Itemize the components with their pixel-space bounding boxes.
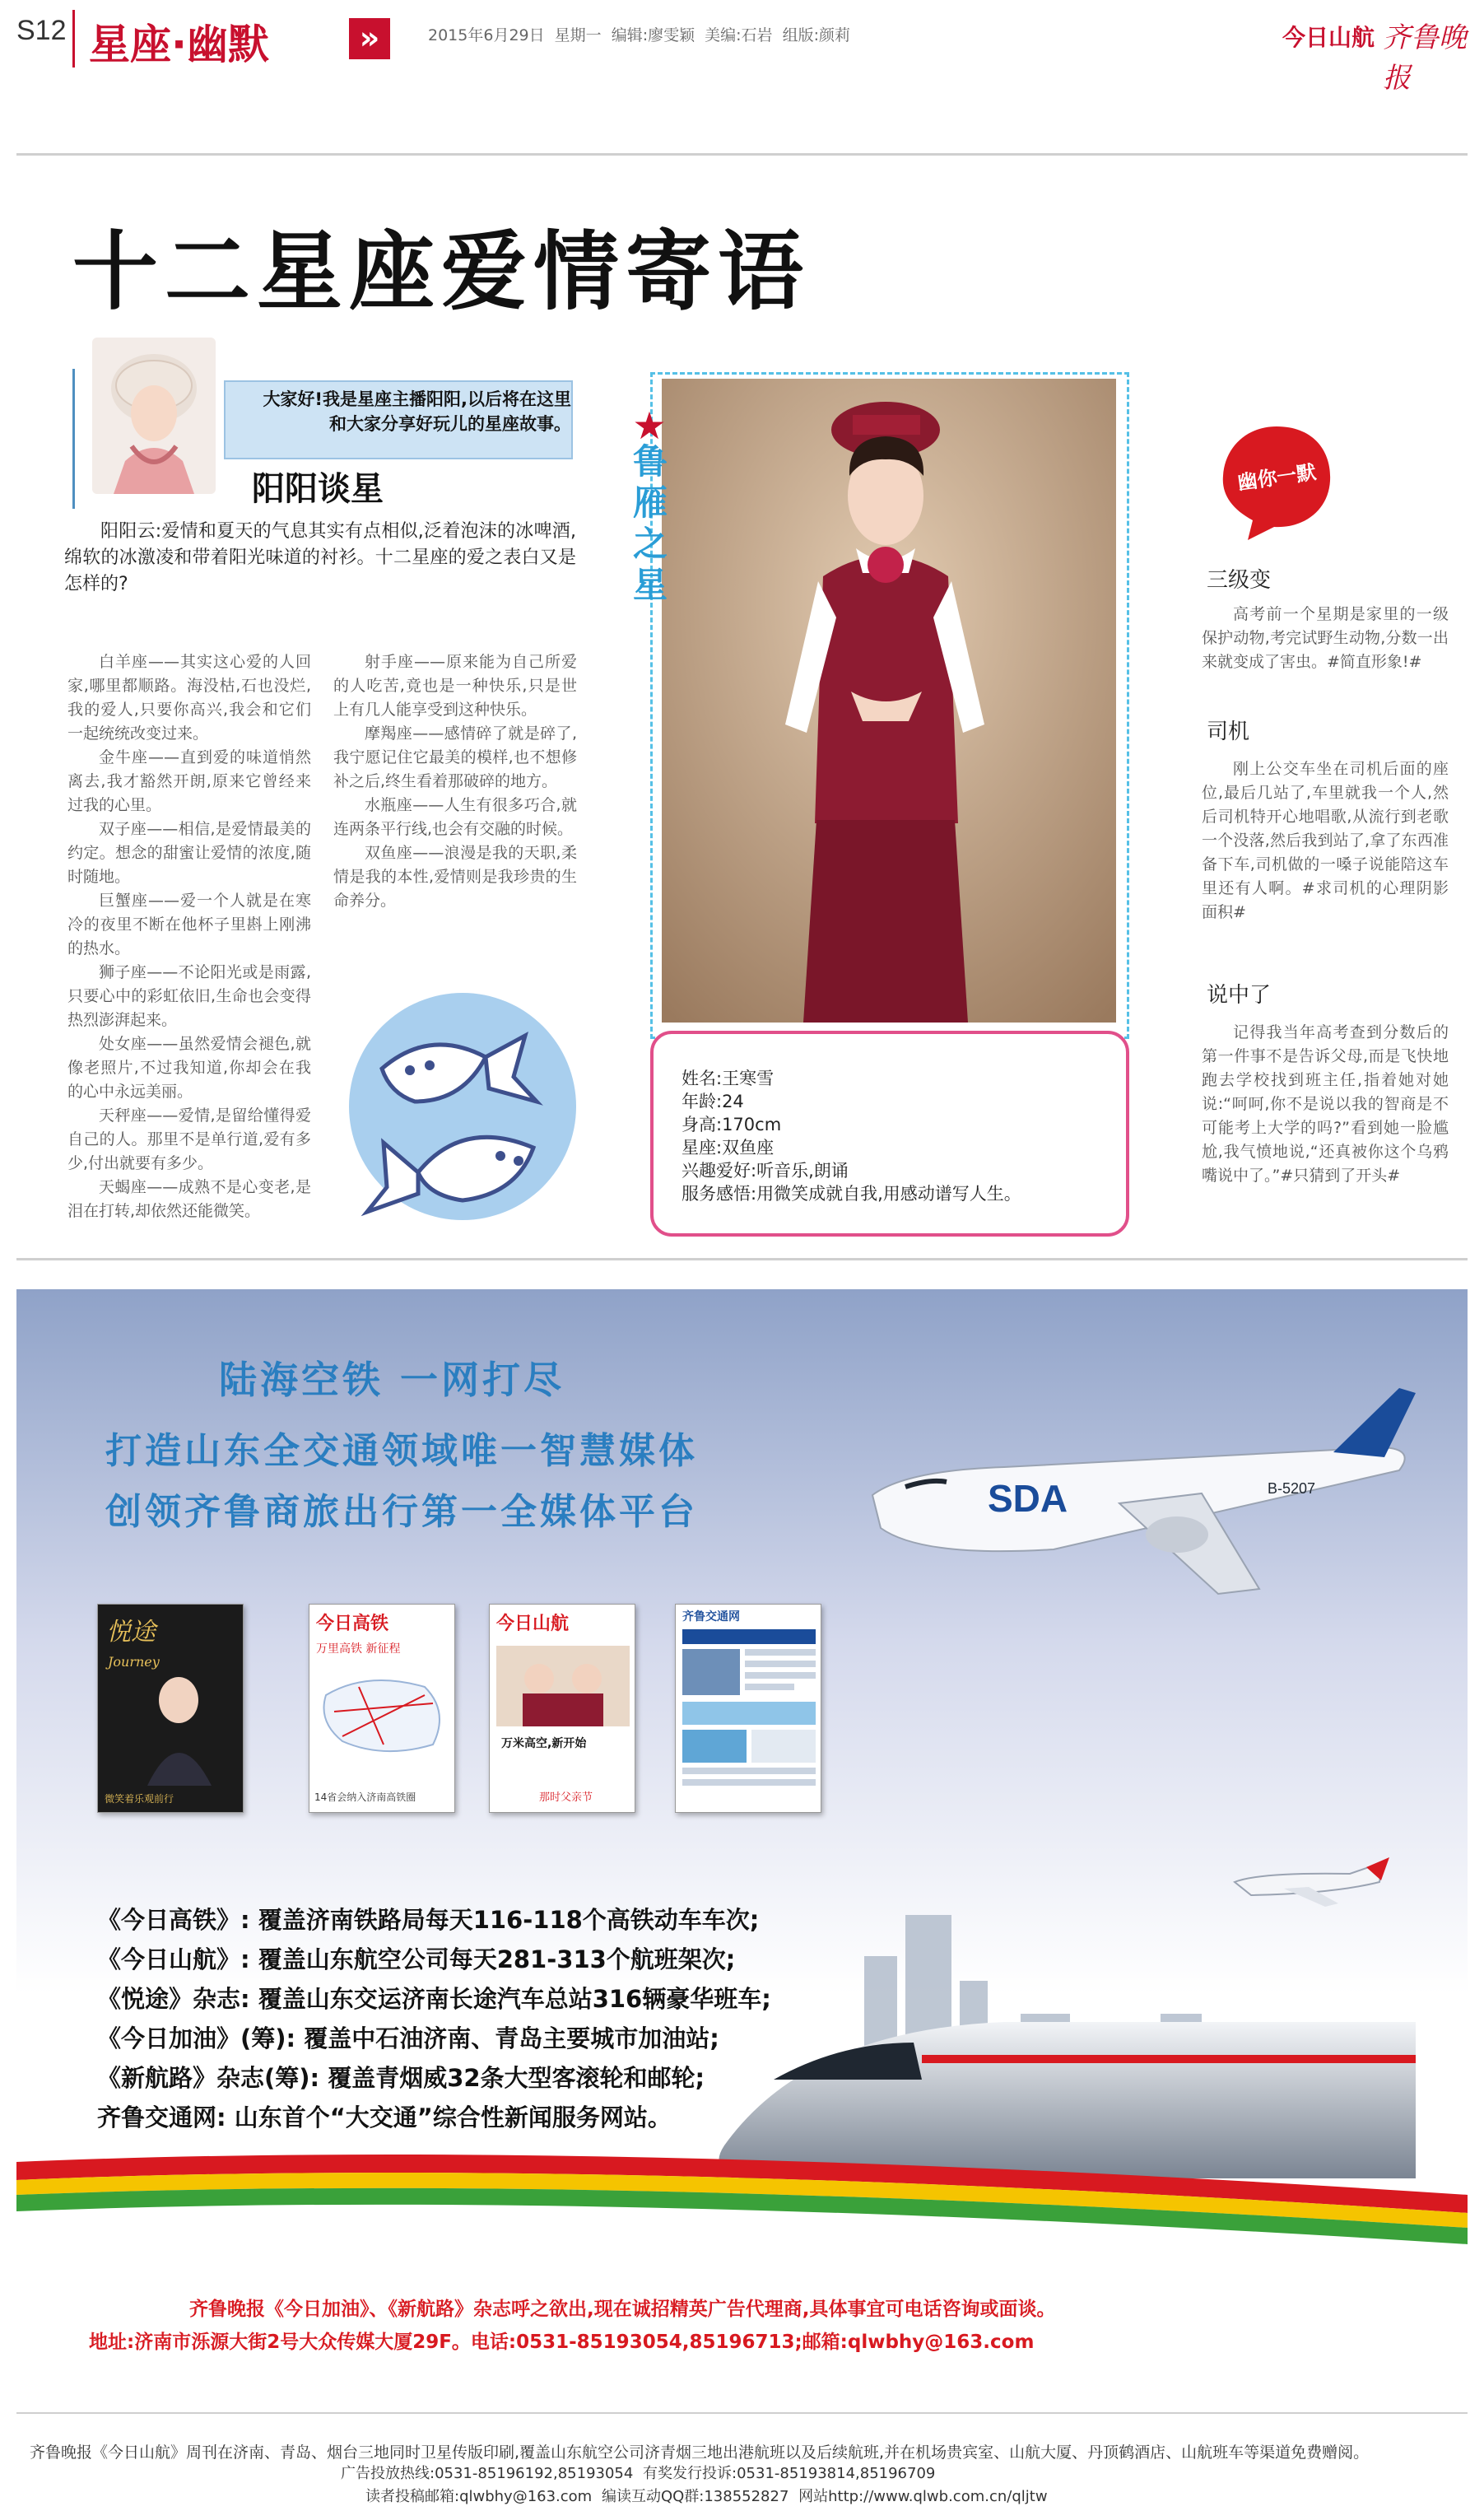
header-divider [72, 10, 75, 68]
chevron-right-icon: » [349, 18, 390, 59]
host-photo [92, 338, 216, 494]
flight-attendant-photo [662, 379, 1116, 1023]
magazine-title: 今日山航 [496, 1614, 570, 1634]
magazine-subtitle: 万里高铁 新征程 [316, 1642, 401, 1656]
magazine-cover-jiaotongwang [675, 1604, 821, 1813]
magazine-subtitle: Journey [108, 1654, 160, 1670]
ad-coverage-line: 《今日山航》: 覆盖山东航空公司每天281-313个航班架次; [97, 1945, 736, 1973]
humor-badge-label: 幽你一默 [1235, 460, 1318, 495]
ad-recruit-notice: 齐鲁晚报《今日加油》、《新航路》杂志呼之欲出,现在诚招精英广告代理商,具体事宜可电话咨询或面谈。 [189, 2299, 1056, 2320]
host-intro [229, 387, 571, 436]
host-intro-line2: 和大家分享好玩儿的星座故事。 [329, 414, 571, 434]
magazine-tagline: 微笑着乐观前行 [105, 1793, 174, 1805]
footer-hotlines: 广告投放热线:0531-85196192,85193054 有奖发行投诉:0531-85193814,85196709 [341, 2465, 936, 2482]
magazine-title: 悦途 [106, 1618, 156, 1647]
magazine-cover-yuetu [97, 1604, 244, 1813]
zodiac-virgo: 处女座——虽然爱情会褪色,就像老照片,不过我知道,你却会在我的心中永远美丽。 [67, 1035, 311, 1101]
zodiac-capricorn: 摩羯座——感情碎了就是碎了,我宁愿记住它最美的模样,也不想修补之后,终生看着那破碎的地方。 [333, 724, 577, 790]
page-number: S12 [16, 15, 67, 46]
magazine-subtitle: 万米高空,新开始 [501, 1737, 587, 1750]
zodiac-scorpio: 天蝎座——成熟不是心变老,是泪在打转,却依然还能微笑。 [67, 1178, 311, 1220]
profile-height: 身高:170cm [682, 1115, 782, 1134]
ad-slogan-line: 创领齐鲁商旅出行第一全媒体平台 [105, 1491, 698, 1533]
zodiac-pisces: 双鱼座——浪漫是我的天职,柔情是我的本性,爱情则是我珍贵的生命养分。 [333, 844, 577, 910]
profile-sign: 星座:双鱼座 [682, 1138, 775, 1158]
magazine-title: 今日高铁 [316, 1614, 389, 1634]
star-feature-title: 鲁雁之星 [632, 441, 668, 605]
profile-motto: 服务感悟:用微笑成就自我,用感动谱写人生。 [682, 1184, 1021, 1204]
zodiac-column-left [67, 650, 311, 1223]
profile-info-list [682, 1067, 1110, 1205]
ad-contact-address: 地址:济南市泺源大街2号大众传媒大厦29F。电话:0531-85193054,85196713;邮箱:qlwbhy@163.com [89, 2332, 1035, 2353]
brand-today-airline: 今日山航 [1282, 24, 1375, 51]
joke-title: 司机 [1207, 720, 1250, 744]
zodiac-column-right [333, 650, 577, 913]
magazine-cover-gaotie [309, 1604, 455, 1813]
profile-age: 年龄:24 [682, 1092, 744, 1111]
issue-meta: 2015年6月29日 星期一 编辑:廖雯颖 美编:石岩 组版:颜莉 [428, 26, 850, 44]
ad-coverage-line: 齐鲁交通网: 山东首个“大交通”综合性新闻服务网站。 [97, 2103, 672, 2131]
host-column-name: 阳阳谈星 [252, 470, 384, 508]
ad-coverage-line: 《今日加油》(筹): 覆盖中石油济南、青岛主要城市加油站; [97, 2024, 719, 2052]
ad-coverage-line: 《今日高铁》: 覆盖济南铁路局每天116-118个高铁动车车次; [97, 1906, 760, 1934]
zodiac-cancer: 巨蟹座——爱一个人就是在寒冷的夜里不断在他杯子里斟上刚沸的热水。 [67, 892, 311, 957]
magazine-cover-shanhang [489, 1604, 635, 1813]
headline: 十二星座爱情寄语 [72, 221, 811, 322]
joke-body: 记得我当年高考查到分数后的第一件事不是告诉父母,而是飞快地跑去学校找到班主任,指着她对她说:“呵呵,你不是说以我的智商是不可能考上大学的吗?”看到她一脸尴尬,我气愤地说,“还真被你这个乌鸦嘴说中了。”#只猜到了开头# [1202, 1023, 1449, 1185]
humor-badge [1215, 418, 1338, 542]
profile-hobbies: 兴趣爱好:听音乐,朗诵 [682, 1161, 849, 1181]
magazine-title: 齐鲁交通网 [682, 1610, 740, 1624]
joke-title: 三级变 [1207, 568, 1272, 593]
plane-code: B-5207 [1268, 1480, 1316, 1497]
zodiac-aquarius: 水瓶座——人生有很多巧合,就连两条平行线,也会有交融的时候。 [333, 796, 577, 838]
footer-contacts: 读者投稿邮箱:qlwbhy@163.com 编读互动QQ群:138552827 网站http://www.qlwb.com.cn/qljtw [365, 2488, 1048, 2505]
zodiac-libra: 天秤座——爱情,是留给懂得爱自己的人。那里不是单行道,爱有多少,付出就要有多少。 [67, 1106, 311, 1172]
star-icon: ★ [632, 403, 667, 448]
zodiac-gemini: 双子座——相信,是爱情最美的约定。想念的甜蜜让爱情的浓度,随时随地。 [67, 820, 311, 886]
zodiac-leo: 狮子座——不论阳光或是雨露,只要心中的彩虹依旧,生命也会变得热烈澎湃起来。 [67, 963, 311, 1029]
header-rule [16, 153, 1468, 156]
joke-body: 刚上公交车坐在司机后面的座位,最后几站了,车里就我一个人,然后司机特开心地唱歌,从流行到老歌一个没落,然后我到站了,拿了东西准备下车,司机做的一嗓子说能陪这车里还有人啊。#求司机的心理阴影面积# [1202, 760, 1449, 921]
ad-rule [16, 1258, 1468, 1260]
profile-name: 姓名:王寒雪 [682, 1069, 775, 1088]
section-title: 星座·幽默 [89, 21, 269, 68]
ad-coverage-line: 《新航路》杂志(筹): 覆盖青烟威32条大型客滚轮和邮轮; [97, 2064, 705, 2092]
footer-rule [16, 2412, 1468, 2414]
host-lead-paragraph: 阳阳云:爱情和夏天的气息其实有点相似,泛着泡沫的冰啤酒,绵软的冰激凌和带着阳光味道的衬衫。十二星座的爱之表白又是怎样的? [64, 521, 576, 594]
host-corner-mark [72, 369, 79, 509]
zodiac-sagittarius: 射手座——原来能为自己所爱的人吃苦,竟也是一种快乐,只是世上有几人能享受到这种快乐。 [333, 653, 577, 719]
plane-logo: SDA [988, 1477, 1068, 1520]
magazine-tagline: 那时父亲节 [539, 1791, 593, 1804]
zodiac-aries: 白羊座——其实这心爱的人回家,哪里都顺路。海没枯,石也没烂,我的爱人,只要你高兴,我会和它们一起统统改变过来。 [67, 653, 311, 743]
pisces-fish-illustration [339, 978, 579, 1230]
ad-coverage-line: 《悦途》杂志: 覆盖山东交运济南长途汽车总站316辆豪华班车; [97, 1985, 771, 2013]
host-intro-line1: 大家好!我是星座主播阳阳,以后将在这里 [263, 389, 571, 409]
joke-body: 高考前一个星期是家里的一级保护动物,考完试野生动物,分数一出来就变成了害虫。#简直形象!# [1202, 605, 1449, 671]
zodiac-taurus: 金牛座——直到爱的味道悄然离去,我才豁然开朗,原来它曾经来过我的心里。 [67, 748, 311, 814]
ad-slogan-line: 打造山东全交通领域唯一智慧媒体 [105, 1430, 698, 1472]
joke-title: 说中了 [1207, 983, 1272, 1008]
footer-distribution: 齐鲁晚报《今日山航》周刊在济南、青岛、烟台三地同时卫星传版印刷,覆盖山东航空公司济青烟三地出港航班以及后续航班,并在机场贵宾室、山航大厦、丹顶鹤酒店、山航班车等渠道免费赠阅。 [30, 2443, 1370, 2462]
magazine-tagline: 14省会纳入济南高铁圈 [314, 1791, 416, 1803]
brand-newspaper-logo: 齐鲁晚报 [1383, 21, 1467, 95]
ad-slogan-main: 陆海空铁 一网打尽 [219, 1358, 565, 1402]
